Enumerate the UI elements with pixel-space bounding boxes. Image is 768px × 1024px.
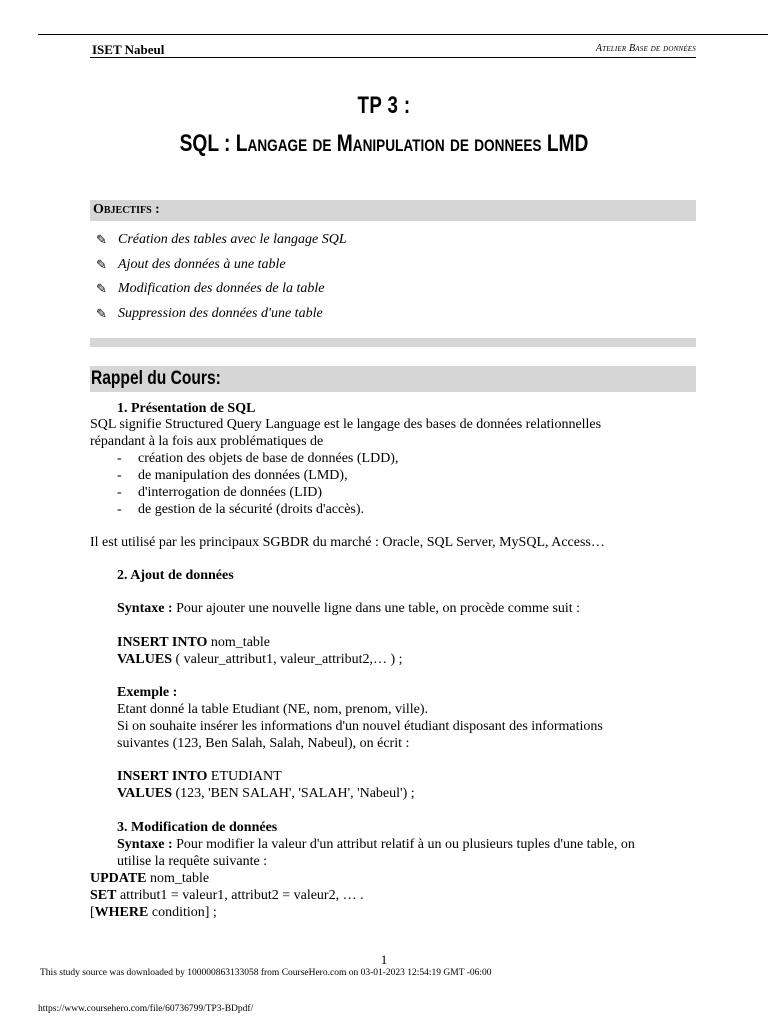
sql-keyword: VALUES — [117, 652, 172, 667]
syntax-text: Pour ajouter une nouvelle ligne dans une table, on procède comme suit : — [172, 601, 581, 616]
section1-list-item: création des objets de base de données (LDD), — [138, 451, 399, 466]
section1-list-item: de manipulation des données (LMD), — [138, 468, 348, 483]
section2-code-line1 — [117, 634, 270, 651]
objectives-heading: Objectifs : — [93, 202, 160, 217]
header-rule — [90, 57, 696, 58]
pencil-bullet-icon: ✎ — [96, 306, 107, 322]
objectives-list — [96, 228, 347, 326]
objective-text: Ajout des données à une table — [118, 256, 286, 272]
section1-intro-line2: répandant à la fois aux problématiques de — [90, 434, 324, 449]
objective-text: Création des tables avec le langage SQL — [118, 232, 347, 248]
section1-note: Il est utilisé par les principaux SGBDR du marché : Oracle, SQL Server, MySQL, Access… — [90, 535, 605, 550]
section3-code-line2 — [90, 887, 364, 904]
objective-item — [96, 277, 347, 302]
rappel-heading: Rappel du Cours: — [91, 368, 221, 389]
section3-syntax-line — [117, 836, 635, 853]
sql-text: [ — [90, 905, 95, 920]
objectives-heading-bar — [90, 200, 696, 221]
sql-keyword: INSERT INTO — [117, 769, 208, 784]
dash-bullet: - — [117, 502, 122, 517]
sql-keyword: SET — [90, 888, 117, 903]
dash-bullet: - — [117, 485, 122, 500]
sql-text: condition] ; — [148, 905, 217, 920]
example-label: Exemple : — [117, 685, 178, 700]
section2-code-line2 — [117, 651, 403, 668]
section1-list-item: de gestion de la sécurité (droits d'accès). — [138, 502, 365, 517]
sql-keyword: INSERT INTO — [117, 635, 208, 650]
section2-title: 2. Ajout de données — [117, 568, 234, 583]
sql-text: nom_table — [207, 635, 271, 650]
header-course: Atelier Base de données — [595, 43, 696, 54]
objective-item — [96, 302, 347, 327]
sql-keyword: WHERE — [94, 905, 149, 920]
top-rule — [38, 34, 768, 35]
source-notice: This study source was downloaded by 100000863133058 from CourseHero.com on 03-01-2023 12:54:19 GMT -06:00 — [40, 968, 492, 978]
pencil-bullet-icon: ✎ — [96, 281, 107, 297]
example-code-line1 — [117, 768, 282, 785]
source-url[interactable]: https://www.coursehero.com/file/60736799/TP3-BDpdf/ — [38, 1004, 254, 1014]
section2-syntax-line — [117, 600, 580, 617]
objective-item — [96, 253, 347, 278]
objective-text: Modification des données de la table — [118, 281, 325, 297]
section3-title: 3. Modification de données — [117, 820, 278, 835]
dash-bullet: - — [117, 468, 122, 483]
rappel-heading-bar — [90, 366, 696, 392]
section1-intro-line1: SQL signifie Structured Query Language est le langage des bases de données relationnelles — [90, 417, 602, 432]
syntax-label: Syntaxe : — [117, 601, 173, 616]
pencil-bullet-icon: ✎ — [96, 232, 107, 248]
section3-syntax-line2: utilise la requête suivante : — [117, 854, 268, 869]
document-title: TP 3 : — [357, 92, 411, 119]
objective-text: Suppression des données d'une table — [118, 306, 323, 322]
header-school: ISET Nabeul — [92, 42, 165, 57]
document-subtitle: SQL : Langage de Manipulation de donnees LMD — [179, 130, 589, 157]
page-number: 1 — [380, 952, 388, 967]
dash-bullet: - — [117, 451, 122, 466]
section1-title: 1. Présentation de SQL — [117, 401, 256, 416]
section-separator — [90, 338, 696, 347]
section3-code-line3 — [90, 904, 217, 921]
example-line2: Si on souhaite insérer les informations d'un nouvel étudiant disposant des informations — [117, 719, 603, 734]
example-line3: suivantes (123, Ben Salah, Salah, Nabeul), on écrit : — [117, 736, 410, 751]
example-code-line2 — [117, 785, 415, 802]
sql-keyword: UPDATE — [90, 871, 147, 886]
sql-text: (123, 'BEN SALAH', 'SALAH', 'Nabeul') ; — [172, 786, 415, 801]
sql-text: attribut1 = valeur1, attribut2 = valeur2, … . — [116, 888, 364, 903]
sql-text: nom_table — [146, 871, 210, 886]
syntax-text: Pour modifier la valeur d'un attribut relatif à un ou plusieurs tuples d'une table, on — [172, 837, 635, 852]
section3-code-line1 — [90, 870, 209, 887]
sql-text: ( valeur_attribut1, valeur_attribut2,… ) ; — [172, 652, 403, 667]
pencil-bullet-icon: ✎ — [96, 256, 107, 272]
section1-list-item: d'interrogation de données (LID) — [138, 485, 323, 500]
objective-item — [96, 228, 347, 253]
sql-text: ETUDIANT — [207, 769, 282, 784]
syntax-label: Syntaxe : — [117, 837, 173, 852]
example-line1: Etant donné la table Etudiant (NE, nom, prenom, ville). — [117, 702, 429, 717]
sql-keyword: VALUES — [117, 786, 172, 801]
